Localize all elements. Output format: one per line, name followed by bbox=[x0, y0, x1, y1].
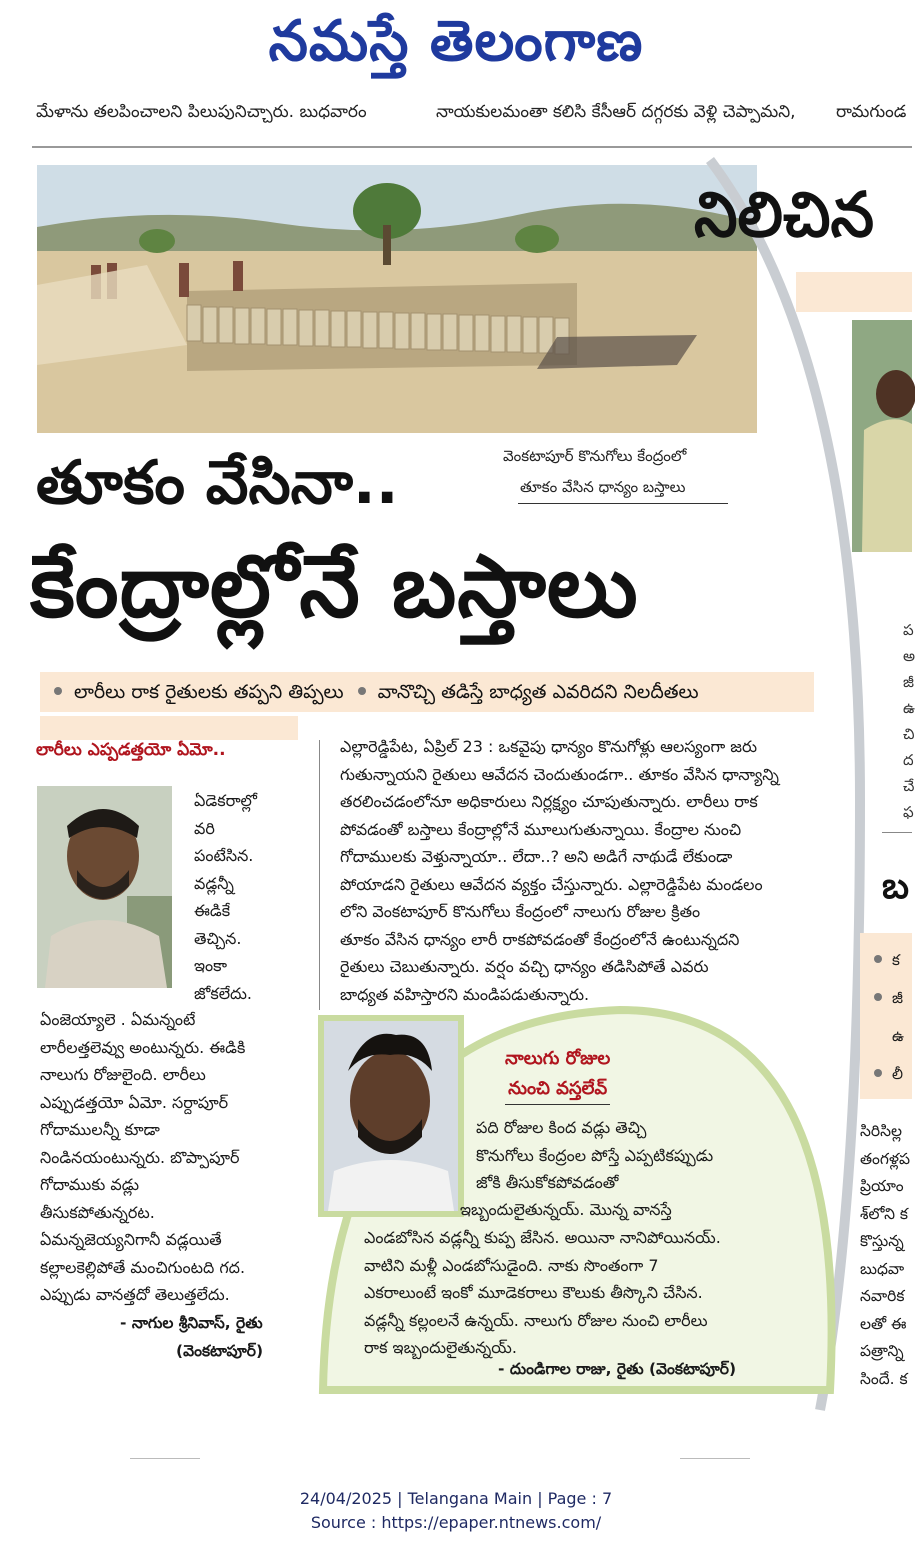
text-line: తీసుకపోతున్నరట. bbox=[40, 1202, 155, 1222]
sidebar-signature: - నాగుల శ్రీనివాస్, రైతు bbox=[120, 1314, 263, 1332]
text-line: తరలించడంలోనూ అధికారులు నిర్లక్ష్యం చూపుతున్నారు. లారీలు రాక bbox=[340, 792, 758, 811]
text-line: తూకం వేసిన ధాన్యం లారీ రాకపోవడంతో కేంద్రంలోనే ఉంటున్నదని bbox=[340, 929, 740, 949]
page-footer bbox=[0, 1487, 912, 1535]
right-article-tint bbox=[796, 272, 912, 312]
text-line: రాక ఇబ్బందులైతున్నయ్. bbox=[364, 1338, 517, 1357]
text-line: చే bbox=[903, 777, 915, 795]
masthead-title: నమస్తే తెలంగాణ bbox=[268, 8, 644, 74]
text-line: వడ్లన్నీ కల్లంలనే ఉన్నయ్. నాలుగు రోజుల నుంచి లారీలు bbox=[364, 1310, 708, 1330]
text-line: సిరిసిల్ల bbox=[860, 1122, 902, 1140]
bullet-icon bbox=[54, 687, 62, 695]
farmer-photo-2 bbox=[318, 1015, 464, 1217]
text-line: ద bbox=[903, 751, 914, 769]
text-line: అ bbox=[903, 647, 915, 665]
text-line: నిండినయంటున్నరు. బొప్పాపూర్ bbox=[40, 1147, 240, 1167]
text-line: గోదాముకు వడ్లు bbox=[40, 1175, 140, 1194]
text-line: ఏమన్నజెయ్యనిగానీ వడ్లయితే bbox=[40, 1230, 222, 1249]
text-line: జోకి తీసుకోకపోవడంతో bbox=[476, 1173, 619, 1192]
text-line: ఫ bbox=[903, 803, 914, 821]
footer-edition: 24/04/2025 | Telangana Main | Page : 7 bbox=[299, 1489, 613, 1508]
faded-rule bbox=[680, 1458, 750, 1459]
text-line: గోదాములన్నీ కూడా bbox=[40, 1120, 160, 1139]
top-strip-text-2: నాయకులమంతా కలిసి కేసీఆర్ దగ్గరకు వెళ్లి చెప్పామని, bbox=[436, 102, 796, 122]
text-line: పంటేసిన. bbox=[194, 846, 254, 865]
text-line: జీ bbox=[903, 673, 914, 691]
top-strip-text-3: రామగుండ bbox=[836, 102, 907, 122]
photo-caption-line-1: వెంకటాపూర్ కొనుగోలు కేంద్రంలో bbox=[503, 447, 687, 465]
top-strip-text-1: మేళాను తలపించాలని పిలుపునిచ్చారు. బుధవారం bbox=[36, 102, 367, 122]
right-bullet: లీ bbox=[874, 1055, 912, 1093]
text-line: బాధ్యత వహిస్తారని మండిపడుతున్నారు. bbox=[340, 984, 590, 1004]
text-line: లారీలత్తలెవ్వు అంటున్నరు. ఈడికి bbox=[40, 1037, 246, 1057]
text-line: ఎప్పుడత్తయో ఏమో. సర్దాపూర్ bbox=[40, 1092, 229, 1112]
bullet-icon bbox=[358, 687, 366, 695]
text-line: పోవడంతో బస్తాలు కేంద్రాల్లోనే మూలుగుతున్నాయి. కేంద్రాల నుంచి bbox=[340, 819, 742, 839]
text-line: ఇబ్బందులైతున్నయ్. మొన్న వానస్తే bbox=[460, 1200, 672, 1219]
text-line: గోదాములకు వెళ్తున్నాయా.. లేదా..? అని అడిగే నాథుడే లేకుండా bbox=[340, 847, 733, 866]
text-line: పోయాడని రైతులు ఆవేదన వ్యక్తం చేస్తున్నారు. ఎల్లారెడ్డిపేట మండలం bbox=[340, 874, 763, 894]
text-line: వరి bbox=[194, 818, 215, 838]
text-line: ప్రియాం bbox=[860, 1177, 904, 1195]
quote-body-bottom bbox=[364, 1224, 721, 1362]
sidebar-header-tint bbox=[40, 716, 298, 740]
sidebar-title: లారీలు ఎప్పడత్తయో ఏమో.. bbox=[36, 740, 226, 760]
text-line: ఏడెకరాల్లో bbox=[194, 791, 258, 810]
sidebar-body bbox=[40, 1006, 245, 1309]
text-line: శ్‌లోని క bbox=[860, 1204, 908, 1223]
sidebar-narrow-text bbox=[194, 787, 257, 1007]
right-article-fragments bbox=[903, 617, 915, 825]
quote-body-top bbox=[476, 1114, 713, 1197]
text-line: ఇంకా bbox=[194, 956, 228, 975]
right-divider bbox=[882, 832, 912, 833]
right-article-body bbox=[860, 1118, 910, 1393]
text-line: బుధవా bbox=[860, 1259, 905, 1278]
bullet-icon bbox=[874, 1069, 882, 1077]
quote-body-mid bbox=[460, 1196, 672, 1224]
footer-source-link[interactable]: Source : https://epaper.ntnews.com/ bbox=[310, 1513, 602, 1532]
quote-title-line: నాలుగు రోజుల bbox=[505, 1048, 611, 1069]
sidebar-signature-place: (వెంకటాపూర్) bbox=[176, 1342, 264, 1360]
text-line: లతో ఈ bbox=[860, 1314, 907, 1333]
text-line: గుతున్నాయని రైతులు ఆవేదన చెందుతుండగా.. తూకం వేసిన ధాన్యాన్ని bbox=[340, 764, 779, 784]
text-line: తెచ్చిన. bbox=[194, 928, 242, 948]
photo-caption-line-2: తూకం వేసిన ధాన్యం బస్తాలు bbox=[520, 478, 686, 496]
text-line: ఎల్లారెడ్డిపేట, ఏప్రిల్ 23 : ఒకవైపు ధాన్యం కొనుగోళ్లు ఆలస్యంగా జరు bbox=[340, 737, 757, 756]
text-line: నాలుగు రోజులైంది. లారీలు bbox=[40, 1065, 206, 1084]
subhead-1: లారీలు రాక రైతులకు తప్పని తిప్పలు bbox=[74, 681, 344, 703]
text-line: పది రోజుల కింద వడ్లు తెచ్చి bbox=[476, 1118, 647, 1137]
right-bullet: క bbox=[874, 941, 912, 979]
text-line: కల్లాలకెల్లిపోతే మంచిగుంటది గద. bbox=[40, 1257, 246, 1277]
text-line: ఉ bbox=[903, 699, 915, 717]
quote-title bbox=[505, 1044, 610, 1105]
text-line: ఏంజెయ్యాలె . ఏమన్నంటే bbox=[40, 1010, 196, 1029]
subhead-strip bbox=[40, 672, 814, 712]
text-line: కొస్తున్న bbox=[860, 1232, 904, 1250]
right-article-headline: నిలిచిన bbox=[694, 178, 874, 251]
caption-underline bbox=[518, 503, 728, 504]
column-divider bbox=[319, 740, 320, 1010]
quote-signature: - దుండిగాల రాజు, రైతు (వెంకటాపూర్) bbox=[498, 1360, 737, 1378]
text-line: ఎకరాలుంటే ఇంకో మూడెకరాలు కౌలుకు తీస్కొని చేసిన. bbox=[364, 1283, 703, 1302]
quote-title-line: నుంచి వస్తలేవ్ bbox=[505, 1074, 610, 1105]
text-line: చి bbox=[903, 725, 915, 743]
text-line: వాటిని మళ్లీ ఎండబోసుడైంది. నాకు సొంతంగా 7 bbox=[364, 1255, 659, 1275]
text-line: నవారిక bbox=[860, 1287, 905, 1305]
subhead-2: వానొచ్చి తడిస్తే బాధ్యత ఎవరిదని నిలదీతలు bbox=[377, 681, 699, 703]
right-article-photo bbox=[852, 320, 912, 552]
bullet-icon bbox=[874, 993, 882, 1001]
text-line: కొనుగోలు కేంద్రంల పోస్తే ఎప్పటికప్పుడు bbox=[476, 1145, 714, 1165]
text-line: జోకలేదు. bbox=[194, 983, 252, 1003]
headline-line-2: కేంద్రాల్లోనే బస్తాలు bbox=[30, 537, 639, 637]
faded-rule bbox=[130, 1458, 200, 1459]
text-line: వడ్లన్నీ bbox=[194, 873, 234, 893]
text-line: ఎప్పుడు వానత్తదో తెలుత్తలేదు. bbox=[40, 1285, 230, 1304]
text-line: ఎండబోసిన వడ్లన్నీ కుప్ప జేసిన. అయినా నానిపోయినయ్. bbox=[364, 1228, 721, 1247]
right-bullet-box bbox=[860, 933, 912, 1099]
right-article-subhead: బ bbox=[882, 866, 910, 907]
text-line: ఈడికే bbox=[194, 901, 231, 920]
farmer-photo-1 bbox=[37, 786, 172, 988]
text-line: రైతులు చెబుతున్నారు. వర్షం వచ్చి ధాన్యం తడిసిపోతే ఎవరు bbox=[340, 957, 709, 976]
headline-line-1: తూకం వేసినా.. bbox=[36, 448, 399, 518]
right-bullet: ఉ bbox=[892, 1027, 904, 1045]
text-line: తంగళ్లప bbox=[860, 1149, 910, 1168]
text-line: సిందే. క bbox=[860, 1369, 908, 1388]
text-line: ప bbox=[903, 621, 914, 639]
right-bullet: జీ bbox=[874, 979, 912, 1017]
bullet-icon bbox=[874, 955, 882, 963]
main-article-body bbox=[340, 733, 779, 1008]
text-line: పత్రాన్ని bbox=[860, 1342, 904, 1360]
text-line: లోని వెంకటాపూర్ కొనుగోలు కేంద్రంలో నాలుగు రోజుల క్రితం bbox=[340, 902, 701, 921]
